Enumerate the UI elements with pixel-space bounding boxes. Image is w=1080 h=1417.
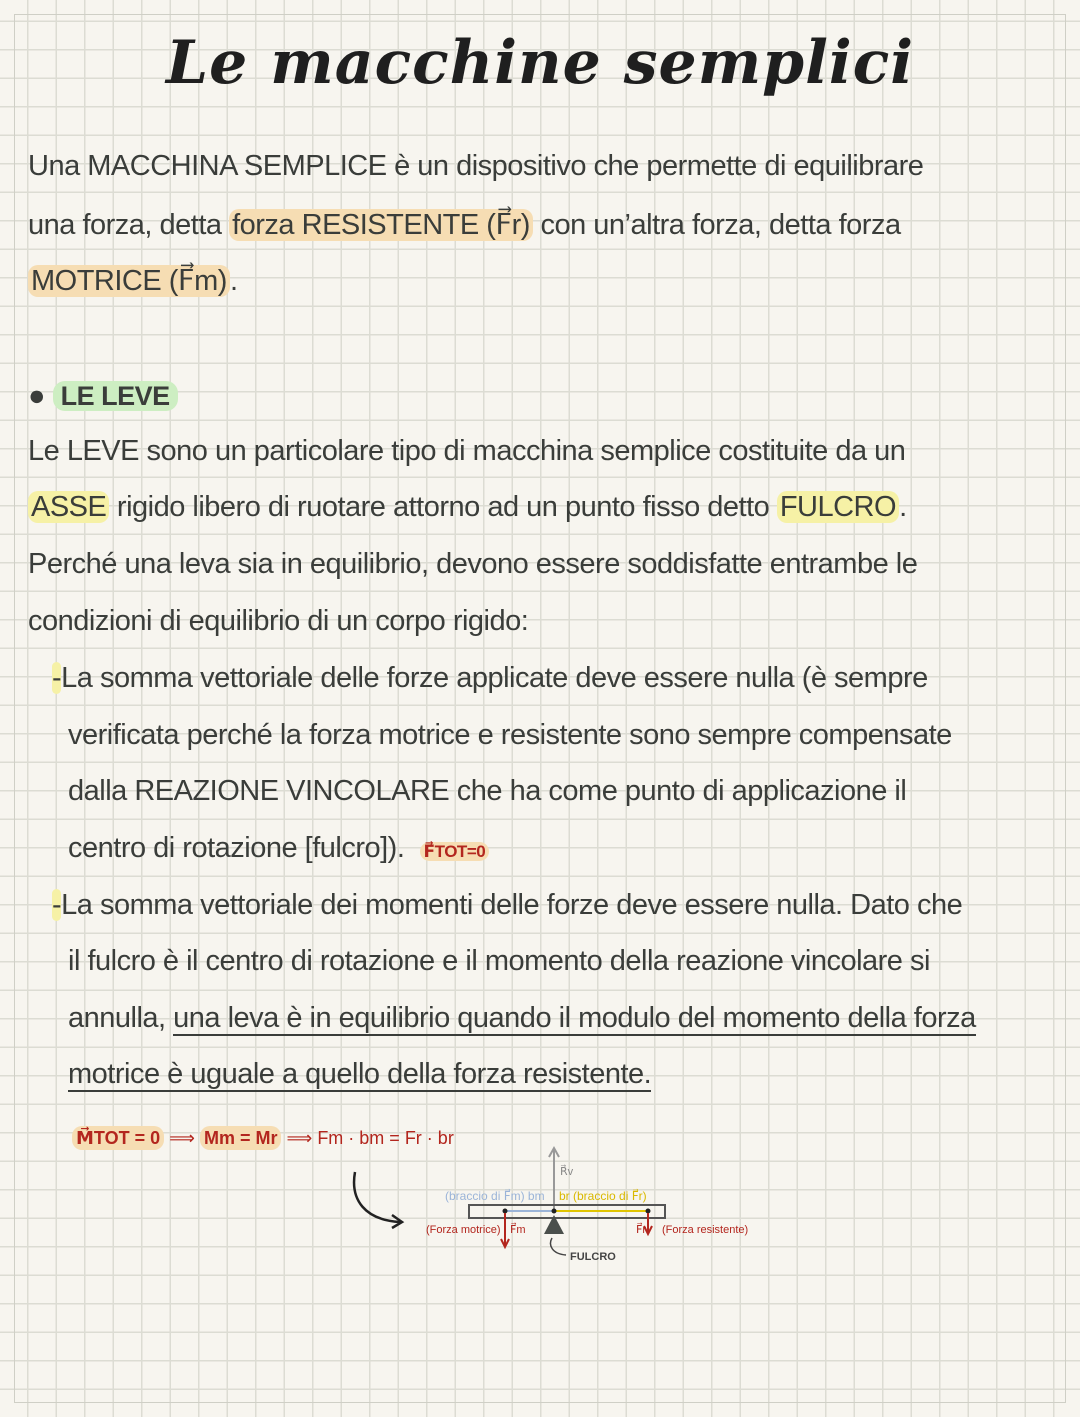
body-line: Perché una leva sia in equilibrio, devono essere soddisfatte entrambe le xyxy=(28,548,918,580)
text: centro di rotazione [fulcro]). xyxy=(68,832,405,864)
text: La somma vettoriale dei momenti delle forze deve essere nulla. Dato che xyxy=(61,889,963,921)
highlight-motrice: MOTRICE (F⃗m) xyxy=(28,265,230,297)
heading-le-leve: LE LEVE xyxy=(53,381,178,411)
fr-desc: (Forza resistente) xyxy=(662,1224,749,1236)
eq-moments: Mm = Mr xyxy=(200,1126,282,1150)
page-title: Le macchine semplici xyxy=(165,28,915,98)
underlined-text: motrice è uguale a quello della forza resistente. xyxy=(68,1058,652,1090)
underlined-text: una leva è in equilibrio quando il modulo del momento della forza xyxy=(173,1002,976,1034)
body-line: ASSE rigido libero di ruotare attorno ad un punto fisso detto FULCRO . xyxy=(28,491,907,524)
text: annulla, xyxy=(68,1002,174,1034)
text: rigido libero di ruotare attorno ad un punto fisso detto xyxy=(109,491,777,523)
dash-icon: - xyxy=(52,662,62,694)
text: . xyxy=(229,265,238,297)
br-label: br (braccio di F⃗r) xyxy=(559,1189,647,1203)
dash-icon: - xyxy=(52,889,62,921)
fr-label: F⃗r xyxy=(636,1224,646,1236)
bm-label: (braccio di F⃗m) bm xyxy=(445,1189,545,1203)
fm-desc: (Forza motrice) xyxy=(426,1224,501,1236)
bullet-icon: ● xyxy=(28,380,46,412)
bullet-2-line-2: il fulcro è il centro di rotazione e il momento della reazione vincolare si xyxy=(68,945,930,977)
fulcro-label: FULCRO xyxy=(570,1251,616,1263)
highlight-asse: ASSE xyxy=(28,491,109,523)
rv-label: R⃗v xyxy=(560,1166,574,1178)
body-line: condizioni di equilibrio di un corpo rigido: xyxy=(28,605,529,637)
implies-arrow-icon: ⟹ xyxy=(169,1128,195,1148)
text: una forza, detta xyxy=(28,209,230,241)
highlight-forza-resistente: forza RESISTENTE (F⃗r) xyxy=(229,209,533,241)
text: con un’altra forza, detta forza xyxy=(532,209,901,241)
bullet-1-line-3: dalla REAZIONE VINCOLARE che ha come punto di applicazione il xyxy=(68,775,907,807)
formula-ftot: F⃗TOT=0 xyxy=(420,842,490,861)
fm-label: F⃗m xyxy=(510,1224,526,1236)
implies-arrow-icon: ⟹ xyxy=(286,1128,313,1148)
text: La somma vettoriale delle forze applicate deve essere nulla (è sempre xyxy=(61,662,928,694)
bullet-1-line-2: verificata perché la forza motrice e resistente sono sempre compensate xyxy=(68,719,952,751)
intro-line-1: Una MACCHINA SEMPLICE è un dispositivo che permette di equilibrare xyxy=(28,150,924,182)
eq-mtot: M⃗TOT = 0 xyxy=(72,1126,164,1150)
body-line: Le LEVE sono un particolare tipo di macchina semplice costituite da un xyxy=(28,435,906,467)
highlight-fulcro: FULCRO xyxy=(777,491,899,523)
eq-forces: Fm · bm = Fr · br xyxy=(317,1128,454,1148)
